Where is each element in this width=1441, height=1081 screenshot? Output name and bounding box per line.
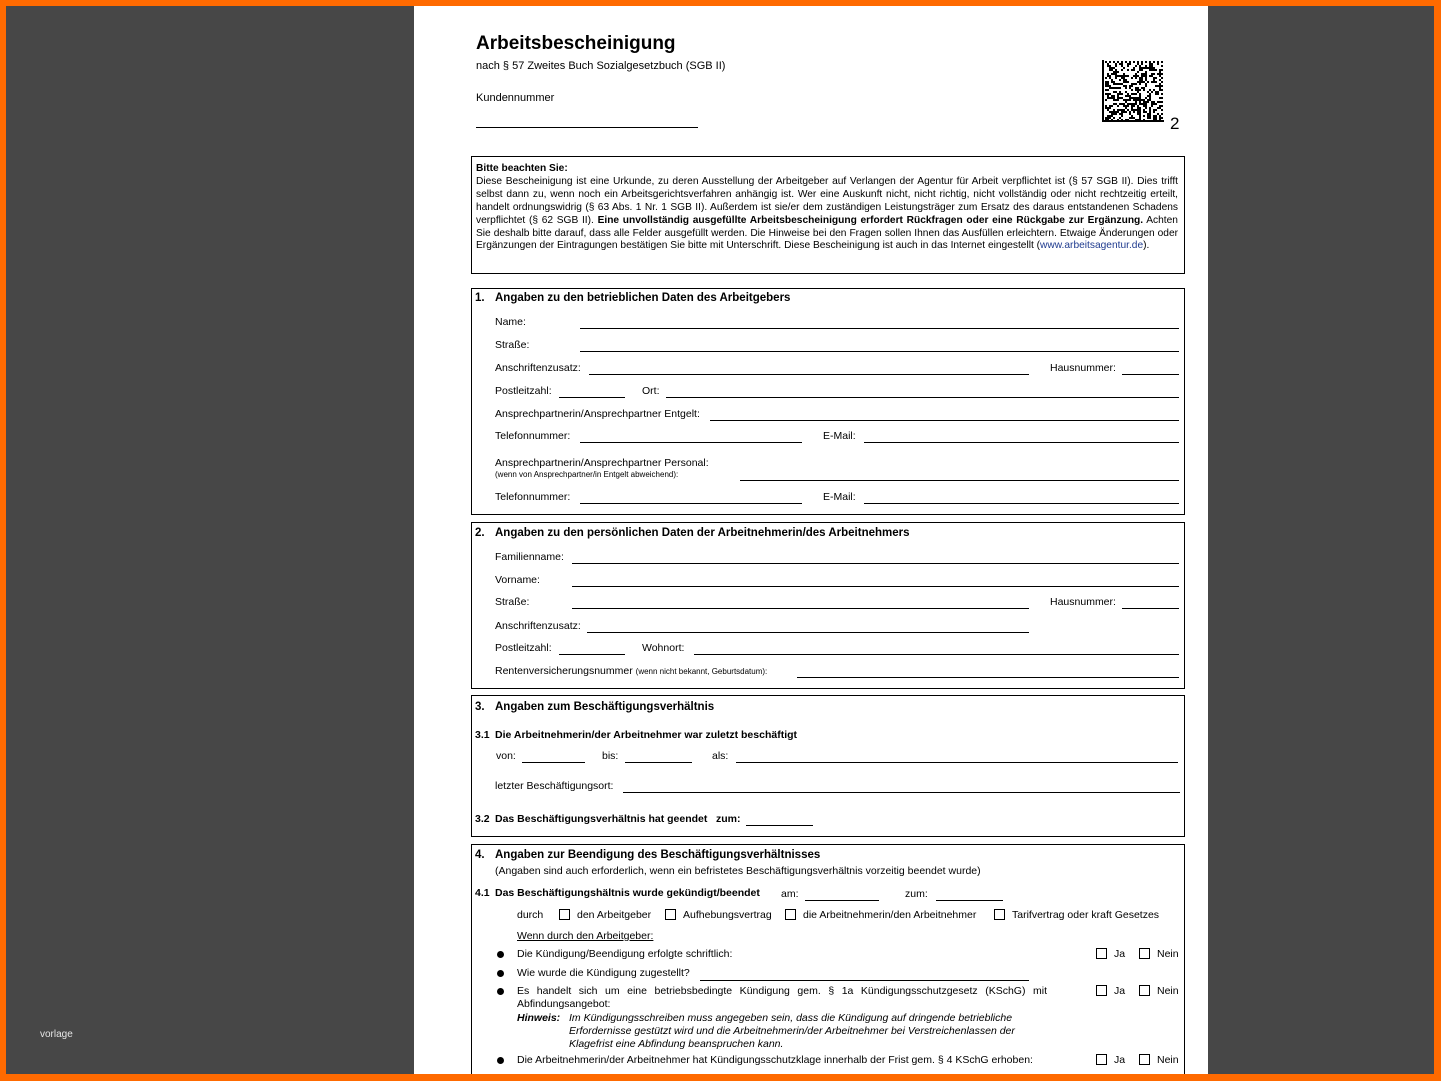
phone-label: Telefonnummer: <box>495 430 571 442</box>
employee-checkbox[interactable] <box>785 909 796 920</box>
employee-house-number-field[interactable] <box>1122 608 1179 609</box>
employer-street-label: Straße: <box>495 339 530 351</box>
severance-no-label: Nein <box>1157 985 1179 997</box>
datamatrix-code <box>1102 60 1164 122</box>
hint-text-2: Erfordernisse gestützt wird und die Arbeitnehmerin/der Arbeitnehmer bei Verstreichenlassen der <box>569 1025 1015 1037</box>
notice-text-3: ). <box>1143 240 1150 252</box>
bullet-icon <box>497 988 504 995</box>
position-field[interactable] <box>736 762 1178 763</box>
employee-address-addition-field[interactable] <box>587 632 1029 633</box>
employer-postcode-field[interactable] <box>559 397 625 398</box>
employer-house-number-label: Hausnummer: <box>1050 362 1116 374</box>
phone-field[interactable] <box>580 442 802 443</box>
terminated-on-label: am: <box>781 888 799 900</box>
written-no-label: Nein <box>1157 948 1179 960</box>
page-number: 2 <box>1170 114 1180 133</box>
written-yes-label: Ja <box>1114 948 1126 960</box>
employer-street-field[interactable] <box>580 351 1179 352</box>
contact-personnel-note: (wenn von Ansprechpartner/in Entgelt abweichend): <box>495 470 679 479</box>
question-delivery-label: Wie wurde die Kündigung zugestellt? <box>517 967 690 979</box>
termination-agreement-label: Aufhebungsvertrag <box>683 909 772 921</box>
residence-field[interactable] <box>694 654 1179 655</box>
by-label: durch <box>517 909 544 921</box>
section-3-2-number: 3.2 <box>475 813 490 825</box>
pension-number-text: Rentenversicherungsnummer <box>495 665 633 677</box>
section-3-title: Angaben zum Beschäftigungsverhältnis <box>495 701 715 713</box>
collective-agreement-label: Tarifvertrag oder kraft Gesetzes <box>1012 909 1160 921</box>
notice-box <box>471 156 1185 274</box>
section-2-title: Angaben zu den persönlichen Daten der Arbeitnehmerin/des Arbeitnehmers <box>495 527 910 539</box>
question-written-label: Die Kündigung/Beendigung erfolgte schriftlich: <box>517 948 733 960</box>
phone-personnel-label: Telefonnummer: <box>495 491 571 503</box>
customer-number-label: Kundennummer <box>476 92 555 104</box>
severance-yes-label: Ja <box>1114 985 1126 997</box>
first-name-label: Vorname: <box>495 574 540 586</box>
email-personnel-label: E-Mail: <box>823 491 856 503</box>
to-date-field[interactable] <box>625 762 692 763</box>
delivery-method-field[interactable] <box>700 980 1029 981</box>
hint-label: Hinweis: <box>517 1012 561 1024</box>
as-label: als: <box>712 750 729 762</box>
ended-on-label: zum: <box>716 813 741 825</box>
notice-bold-text: Eine unvollständig ausgefüllte Arbeitsbescheinigung erfordert Rückfragen oder eine Rückgabe zur Ergänzung. <box>597 214 1144 226</box>
section-2-number: 2. <box>475 527 485 539</box>
first-name-field[interactable] <box>572 586 1179 587</box>
section-4-note: (Angaben sind auch erforderlich, wenn ein befristetes Beschäftigungsverhältnis vorzeitig beendet wurde) <box>495 865 981 877</box>
contact-payroll-label: Ansprechpartnerin/Ansprechpartner Entgelt: <box>495 408 700 420</box>
employer-city-label: Ort: <box>642 385 660 397</box>
employee-option-label: die Arbeitnehmerin/den Arbeitnehmer <box>803 909 977 921</box>
employer-checkbox[interactable] <box>559 909 570 920</box>
pension-number-note: (wenn nicht bekannt, Geburtsdatum): <box>635 667 768 676</box>
notice-text-2: Achten Sie deshalb bitte darauf, dass alle Felder ausgefüllt werden. Die Hinweise bei den Fragen sollen Ihnen das Ausfüllen erleichtern. Etwaige Änderungen oder Ergänzungen der Eintragungen bestätigen Sie bitte mit Unterschrift. Diese Bescheinigung ist auch in das Internet eingestellt ( <box>476 214 1178 252</box>
terminated-effective-field[interactable] <box>936 900 1003 901</box>
residence-label: Wohnort: <box>642 642 685 654</box>
employee-postcode-label: Postleitzahl: <box>495 642 552 654</box>
surname-field[interactable] <box>572 563 1179 564</box>
collective-agreement-checkbox[interactable] <box>994 909 1005 920</box>
written-yes-checkbox[interactable] <box>1096 948 1107 959</box>
pension-number-label <box>495 665 767 677</box>
lawsuit-no-checkbox[interactable] <box>1139 1054 1150 1065</box>
severance-yes-checkbox[interactable] <box>1096 985 1107 996</box>
severance-no-checkbox[interactable] <box>1139 985 1150 996</box>
email-field[interactable] <box>864 442 1179 443</box>
end-date-field[interactable] <box>746 825 813 826</box>
employer-address-addition-field[interactable] <box>589 374 1029 375</box>
termination-agreement-checkbox[interactable] <box>665 909 676 920</box>
watermark-text: vorlage <box>40 1029 73 1040</box>
employee-street-field[interactable] <box>572 608 1029 609</box>
email-personnel-field[interactable] <box>864 503 1179 504</box>
hint-text-1: Im Kündigungsschreiben muss angegeben sein, dass die Kündigung auf dringende betriebliche <box>569 1012 1013 1024</box>
section-3-1-title: Die Arbeitnehmerin/der Arbeitnehmer war zuletzt beschäftigt <box>495 729 798 741</box>
to-label: bis: <box>602 750 619 762</box>
section-4-number: 4. <box>475 849 485 861</box>
section-3-number: 3. <box>475 701 485 713</box>
from-date-field[interactable] <box>522 762 585 763</box>
employer-name-label: Name: <box>495 316 526 328</box>
doc-title: Arbeitsbescheinigung <box>476 33 676 54</box>
question-severance-label: Es handelt sich um eine betriebsbedingte Kündigung gem. § 1a Kündigungsschutzgesetz (KSchG) mit <box>517 985 1047 997</box>
terminated-effective-label: zum: <box>905 888 928 900</box>
employer-address-addition-label: Anschriftenzusatz: <box>495 362 581 374</box>
employee-house-number-label: Hausnummer: <box>1050 596 1116 608</box>
employer-option-label: den Arbeitgeber <box>577 909 652 921</box>
customer-number-field[interactable] <box>476 127 698 128</box>
contact-personnel-field[interactable] <box>740 480 1179 481</box>
bullet-icon <box>497 951 504 958</box>
notice-text-1: Diese Bescheinigung ist eine Urkunde, zu deren Ausstellung der Arbeitgeber auf Verlangen der Agentur für Arbeit verpflichtet ist (§ 57 SGB II). Dies trifft selbst dann zu, wenn noch ein Arbeitsgerichtsverfahren anhängig ist. Wer eine Auskunft nicht, nicht richtig, nicht vollständig oder nicht rechtzeitig erteilt, handelt ordnungswidrig (§ 63 Abs. 1 Nr. 1 SGB II). Außerdem ist sie/er dem zuständigen Leistungsträger zum Ersatz des daraus entstandenen Schadens verpflichtet (§ 62 SGB II). <box>476 175 1178 226</box>
pension-number-field[interactable] <box>797 677 1179 678</box>
section-3-2-title: Das Beschäftigungsverhältnis hat geendet <box>495 813 708 825</box>
lawsuit-yes-label: Ja <box>1114 1054 1126 1066</box>
employee-postcode-field[interactable] <box>559 654 625 655</box>
doc-subtitle: nach § 57 Zweites Buch Sozialgesetzbuch (SGB II) <box>476 60 726 72</box>
question-lawsuit-label: Die Arbeitnehmerin/der Arbeitnehmer hat Kündigungsschutzklage innerhalb der Frist gem. § 4 KSchG erhoben: <box>517 1054 1033 1066</box>
from-label: von: <box>496 750 516 762</box>
question-severance-label-2: Abfindungsangebot: <box>517 998 611 1010</box>
contact-payroll-field[interactable] <box>710 420 1179 421</box>
bullet-icon <box>497 1057 504 1064</box>
employee-address-addition-label: Anschriftenzusatz: <box>495 620 581 632</box>
surname-label: Familienname: <box>495 551 564 563</box>
workplace-field[interactable] <box>623 792 1180 793</box>
section-3-1-number: 3.1 <box>475 729 490 741</box>
terminated-on-field[interactable] <box>805 900 879 901</box>
employee-street-label: Straße: <box>495 596 530 608</box>
if-employer-heading: Wenn durch den Arbeitgeber: <box>517 930 654 942</box>
employer-city-field[interactable] <box>666 397 1179 398</box>
written-no-checkbox[interactable] <box>1139 948 1150 959</box>
hint-text-3: Klagefrist eine Abfindung beanspruchen kann. <box>569 1038 784 1050</box>
email-label: E-Mail: <box>823 430 856 442</box>
section-1-title: Angaben zu den betrieblichen Daten des Arbeitgebers <box>495 292 791 304</box>
notice-heading: Bitte beachten Sie: <box>476 163 568 174</box>
phone-personnel-field[interactable] <box>580 503 802 504</box>
bullet-icon <box>497 970 504 977</box>
employer-postcode-label: Postleitzahl: <box>495 385 552 397</box>
section-4-1-title: Das Beschäftigungshältnis wurde gekündigt/beendet <box>495 887 760 899</box>
section-1-number: 1. <box>475 292 485 304</box>
document-page <box>414 6 1208 1074</box>
section-4-title: Angaben zur Beendigung des Beschäftigungsverhältnisses <box>495 849 821 861</box>
employer-name-field[interactable] <box>580 328 1179 329</box>
section-4-1-number: 4.1 <box>475 887 490 899</box>
workplace-label: letzter Beschäftigungsort: <box>495 780 614 792</box>
contact-personnel-label: Ansprechpartnerin/Ansprechpartner Personal: <box>495 457 709 469</box>
agency-link[interactable]: www.arbeitsagentur.de <box>1040 240 1144 252</box>
lawsuit-no-label: Nein <box>1157 1054 1179 1066</box>
employer-house-number-field[interactable] <box>1122 374 1179 375</box>
lawsuit-yes-checkbox[interactable] <box>1096 1054 1107 1065</box>
